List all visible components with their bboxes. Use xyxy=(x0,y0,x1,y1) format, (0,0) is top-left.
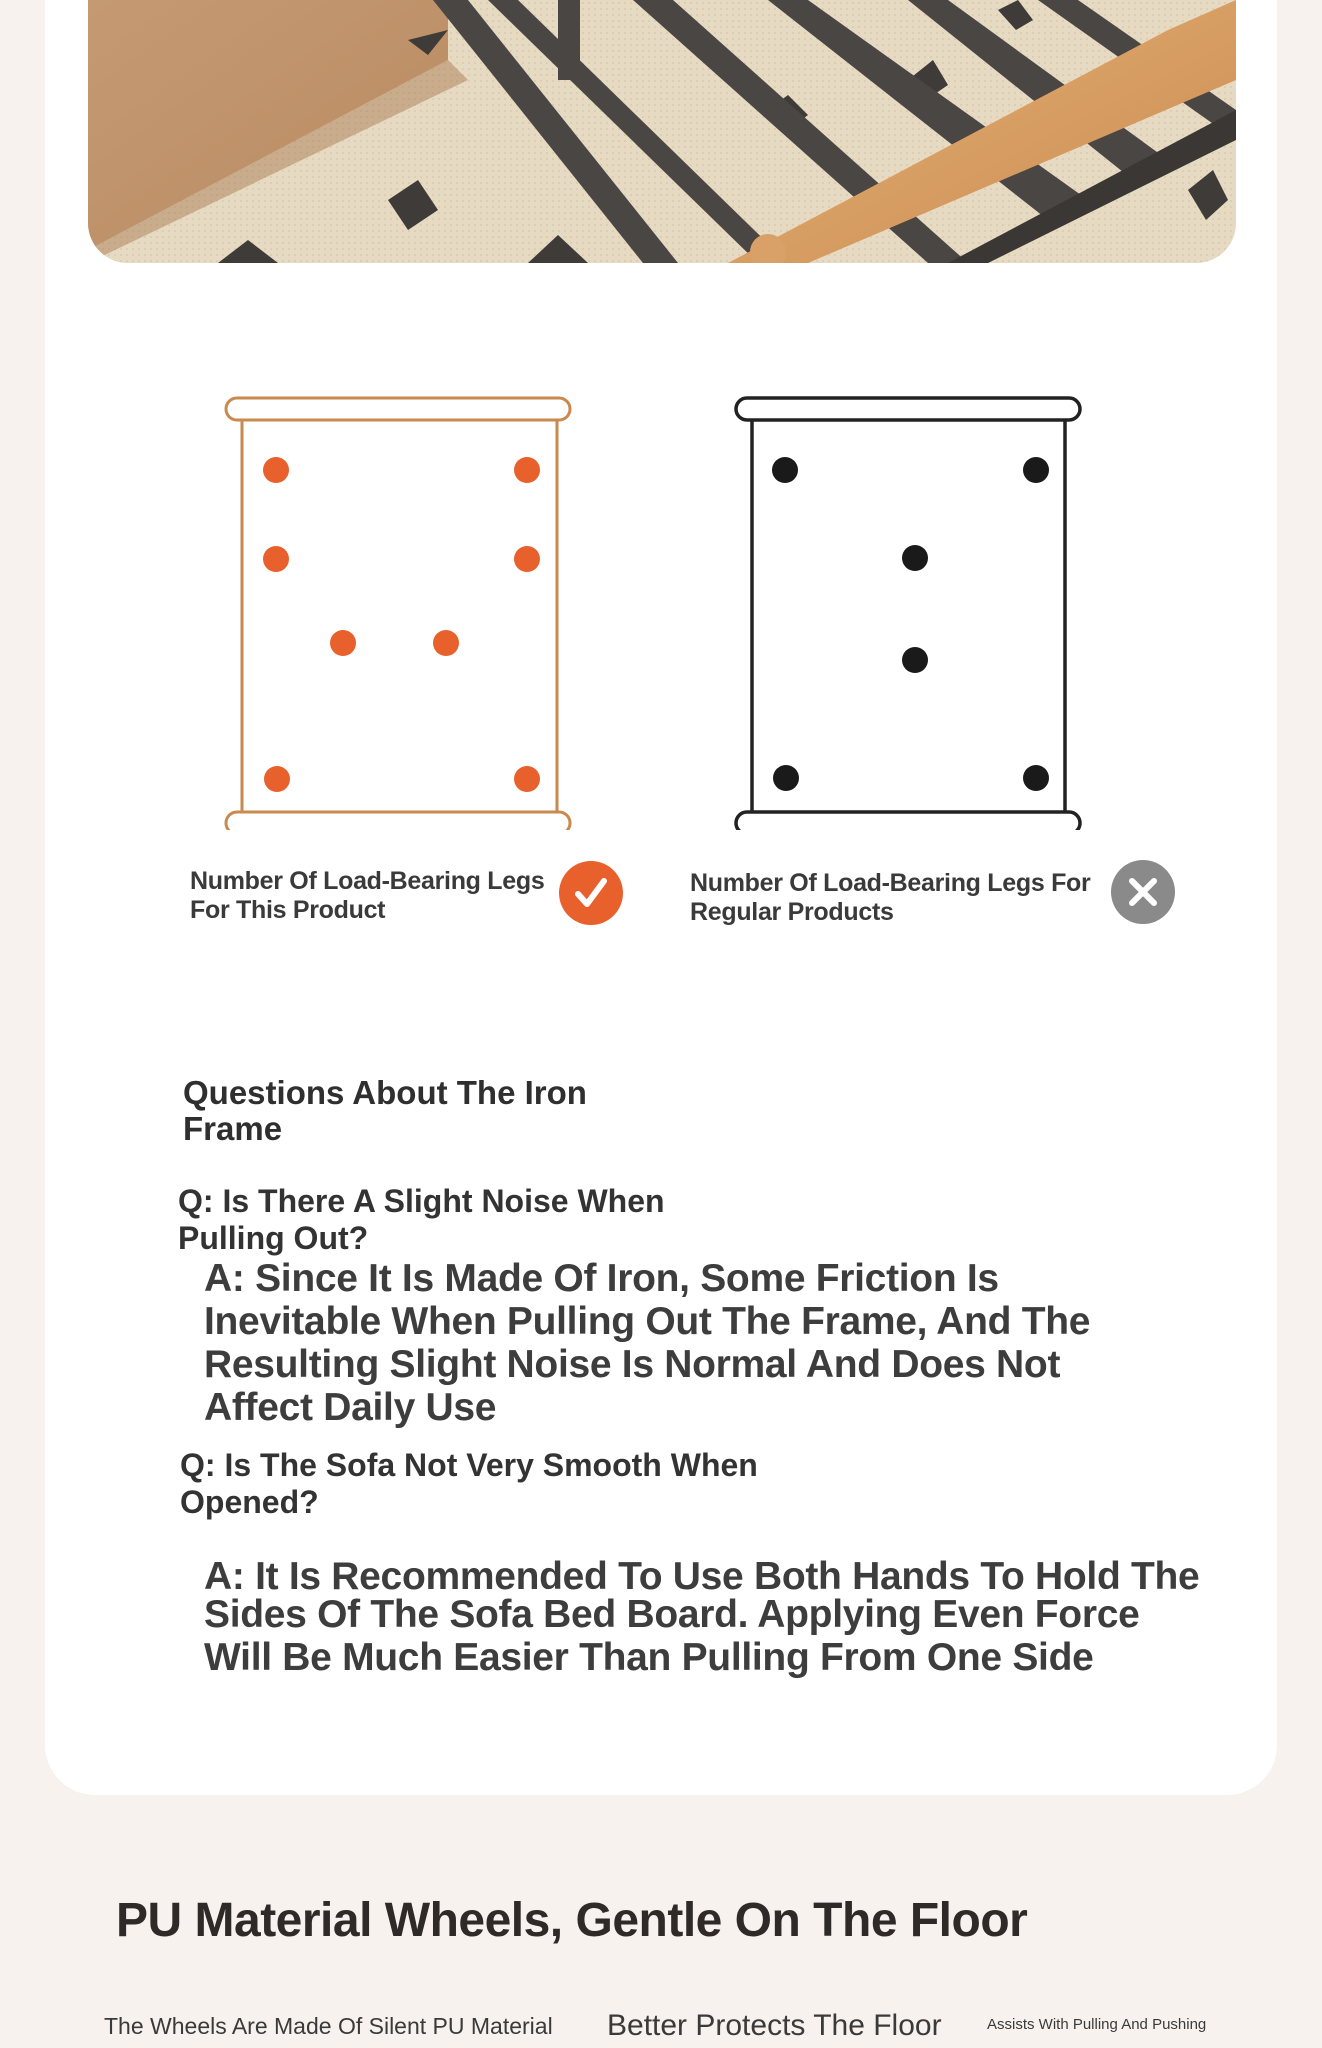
leg-dot xyxy=(330,630,356,656)
cross-icon xyxy=(1126,875,1160,909)
answer-line: Sides Of The Sofa Bed Board. Applying Even Force xyxy=(204,1593,1140,1636)
caption-line: Number Of Load-Bearing Legs For xyxy=(690,869,1091,897)
faq-title xyxy=(183,1075,643,1147)
leg-dot xyxy=(514,766,540,792)
faq-question-2 xyxy=(180,1447,820,1521)
wheels-feature-pull-push: Assists With Pulling And Pushing xyxy=(987,2016,1207,2033)
leg-dot xyxy=(1023,457,1049,483)
this-product-leg-diagram xyxy=(210,380,590,830)
leg-dot xyxy=(263,457,289,483)
frame-bottom-rail xyxy=(736,812,1080,830)
check-badge xyxy=(559,861,623,925)
regular-product-leg-diagram xyxy=(730,380,1110,830)
frame-top-rail xyxy=(226,398,570,420)
answer-line: Affect Daily Use xyxy=(204,1386,497,1429)
leg-dot xyxy=(264,766,290,792)
question-line: Pulling Out? xyxy=(178,1220,369,1256)
leg-dot xyxy=(514,457,540,483)
answer-line: Will Be Much Easier Than Pulling From One Side xyxy=(204,1636,1094,1679)
caption-line: Regular Products xyxy=(690,898,894,926)
wheels-feature-silent-pu: The Wheels Are Made Of Silent PU Material xyxy=(104,2013,553,2039)
leg-dot xyxy=(1023,765,1049,791)
question-line: Q: Is There A Slight Noise When xyxy=(178,1183,665,1219)
answer-line: A: Since It Is Made Of Iron, Some Friction Is xyxy=(204,1257,999,1300)
sofa-bed-frame-image xyxy=(88,0,1236,263)
leg-dot xyxy=(773,765,799,791)
faq-title-line: Frame xyxy=(183,1110,283,1147)
faq-question-1 xyxy=(178,1183,718,1257)
leg-dot xyxy=(263,546,289,572)
caption-line: For This Product xyxy=(190,896,386,924)
answer-line: Inevitable When Pulling Out The Frame, And The xyxy=(204,1300,1091,1343)
leg-dot xyxy=(772,457,798,483)
wheels-section-title: PU Material Wheels, Gentle On The Floor xyxy=(116,1894,1028,1947)
leg-dot xyxy=(514,546,540,572)
faq-answer-2 xyxy=(204,1555,1204,1679)
cross-badge xyxy=(1111,860,1175,924)
faq-answer-1 xyxy=(204,1257,1104,1429)
question-line: Q: Is The Sofa Not Very Smooth When xyxy=(180,1447,758,1483)
regular-products-caption xyxy=(690,869,1110,927)
frame-bottom-rail xyxy=(226,812,570,830)
answer-line: Resulting Slight Noise Is Normal And Does Not xyxy=(204,1343,1061,1386)
frame-top-rail xyxy=(736,398,1080,420)
answer-line: A: It Is Recommended To Use Both Hands To Hold The xyxy=(204,1555,1200,1598)
this-product-caption xyxy=(190,867,560,925)
caption-line: Number Of Load-Bearing Legs xyxy=(190,867,545,895)
leg-dot xyxy=(433,630,459,656)
check-icon xyxy=(572,874,610,912)
question-line: Opened? xyxy=(180,1484,319,1520)
faq-title-line: Questions About The Iron xyxy=(183,1074,587,1111)
product-photo xyxy=(88,0,1236,263)
wheels-feature-protect-floor: Better Protects The Floor xyxy=(607,2009,942,2042)
leg-dot xyxy=(902,545,928,571)
leg-dot xyxy=(902,647,928,673)
